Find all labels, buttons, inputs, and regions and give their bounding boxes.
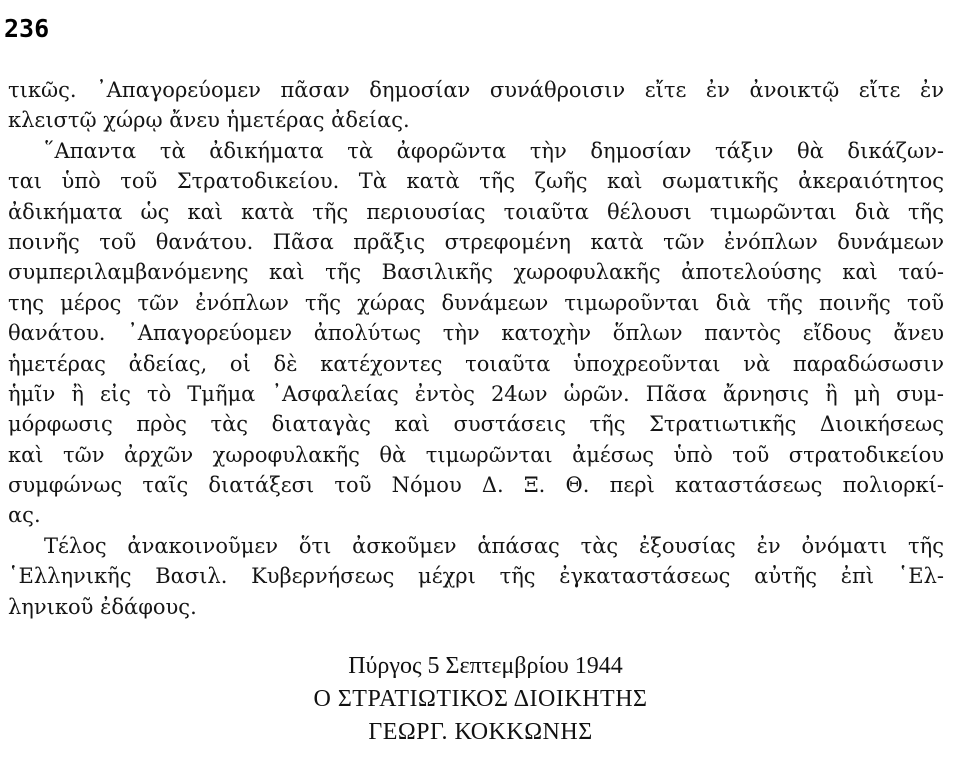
text-line: συμπεριλαμβανόμενης καὶ τῆς Βασιλικῆς χωροφυλακῆς ἀποτελούσης καὶ ταύ- [8,260,944,285]
text-line: ποινῆς τοῦ θανάτου. Πᾶσα πρᾶξις στρεφομένη κατὰ τῶν ἐνόπλων δυνάμεων [8,229,944,254]
text-line: θανάτου. ᾿Απαγορεύομεν ἀπολύτως τὴν κατοχὴν ὅπλων παντὸς εἴδους ἄνευ [8,321,944,346]
text-line: μόρφωσις πρὸς τὰς διαταγὰς καὶ συστάσεις τῆς Στρατιωτικῆς Διοικήσεως [8,412,944,437]
text-line: ἡμετέρας ἀδείας, οἱ δὲ κατέχοντες τοιαῦτα ὑποχρεοῦνται νὰ παραδώσωσιν [8,351,944,376]
text-line: ῾Ελληνικῆς Βασιλ. Κυβερνήσεως μέχρι τῆς ἐγκαταστάσεως αὐτῆς ἐπὶ ῾Ελ- [8,564,944,589]
text-line: ας. [8,503,41,528]
signature-block [0,650,961,749]
text-line: ται ὑπὸ τοῦ Στρατοδικείου. Τὰ κατὰ τῆς ζωῆς καὶ σωματικῆς ἀκεραιότητος [8,169,944,194]
text-line: καὶ τῶν ἀρχῶν χωροφυλακῆς θὰ τιμωρῶνται ἀμέσως ὑπὸ τοῦ στρατοδικείου [8,442,944,467]
signature-place-date: Πύργος 5 Σεπτεμβρίου 1944 [348,653,623,679]
text-line: της μέρος τῶν ἐνόπλων τῆς χώρας δυνάμεων τιμωροῦνται διὰ τῆς ποινῆς τοῦ [8,290,944,315]
text-line: ἡμῖν ἢ εἰς τὸ Τμῆμα ᾿Ασφαλείας ἐντὸς 24ων ὡρῶν. Πᾶσα ἄρνησις ἢ μὴ συμ- [8,381,944,406]
signature-title: Ο ΣΤΡΑΤΙΩΤΙΚΟΣ ΔΙΟΙΚΗΤΗΣ [313,686,648,712]
text-line: Τέλος ἀνακοινοῦμεν ὅτι ἀσκοῦμεν ἁπάσας τὰς ἐξουσίας ἐν ὀνόματι τῆς [44,533,944,558]
text-line: ῞Απαντα τὰ ἀδικήματα τὰ ἀφορῶντα τὴν δημοσίαν τάξιν θὰ δικάζων- [44,138,944,163]
signature-name: ΓΕΩΡΓ. ΚΟΚΚΩΝΗΣ [368,719,593,745]
text-line: τικῶς. ᾿Απαγορεύομεν πᾶσαν δημοσίαν συνάθροισιν εἴτε ἐν ἀνοικτῷ εἴτε ἐν [8,78,944,102]
text-line: ληνικοῦ ἐδάφους. [8,594,197,619]
text-line: ἀδικήματα ὡς καὶ κατὰ τῆς περιουσίας τοιαῦτα θέλουσι τιμωρῶνται διὰ τῆς [8,199,944,224]
page-number: 236 [4,14,50,43]
document-body [8,75,944,622]
text-line: συμφώνως ταῖς διατάξεσι τοῦ Νόμου Δ. Ξ. Θ. περὶ καταστάσεως πολιορκί- [8,473,944,498]
text-line: κλειστῷ χώρῳ ἄνευ ἡμετέρας ἀδείας. [8,108,410,133]
